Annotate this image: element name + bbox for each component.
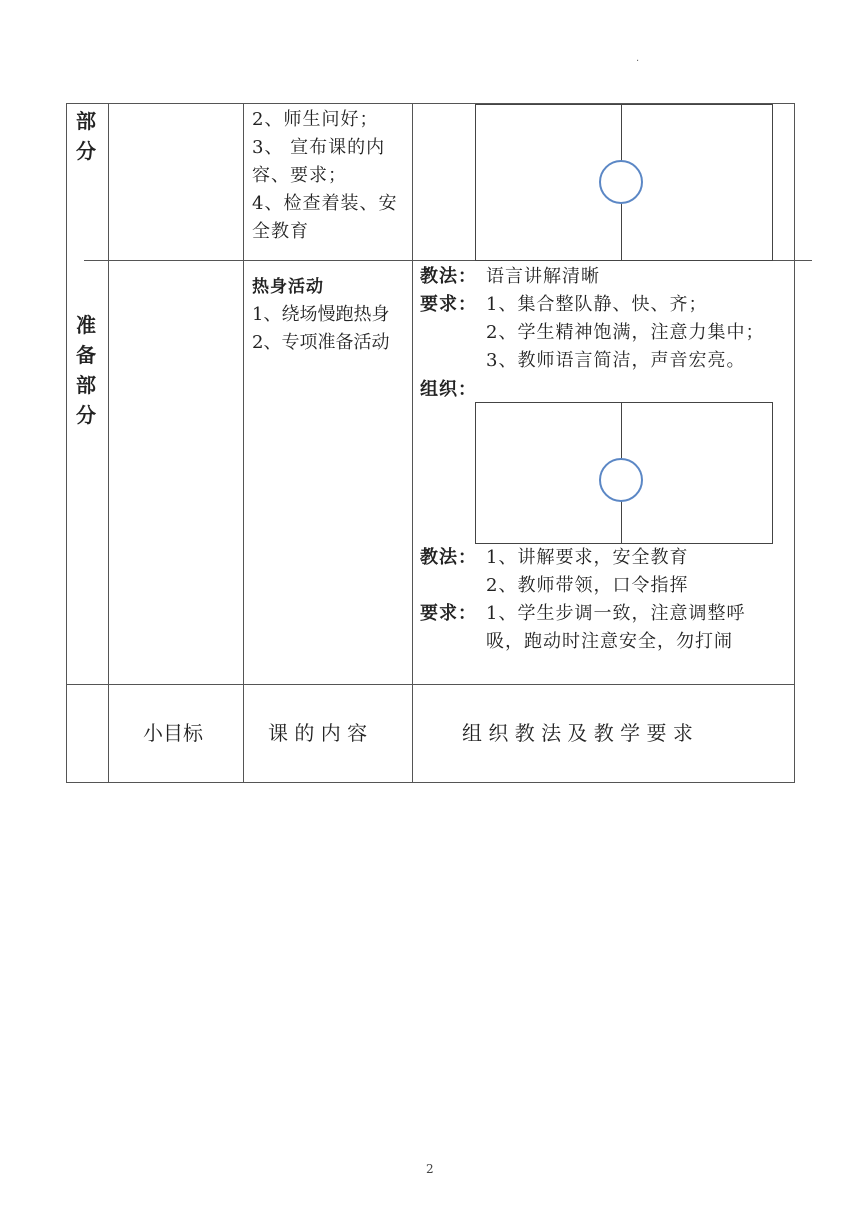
require-line-1: 1、集合整队静、快、齐； [486,294,708,315]
column-divider-1 [108,103,109,783]
opening-item-4-cont: 全教育 [252,221,309,242]
method-label-1: 教法： [420,266,477,287]
method2-line-1: 1、讲解要求，安全教育 [486,547,689,568]
field-center-circle [599,160,643,204]
table-border-left [66,103,67,783]
warmup-item-1: 1、绕场慢跑热身 [252,304,390,325]
method-line-1: 语言讲解清晰 [486,266,600,287]
require-label-2: 要求： [420,603,477,624]
preparation-side-label: 准 备 部 分 [76,313,96,427]
warmup-title: 热身活动 [252,277,324,297]
column-divider-2 [243,103,244,783]
table-border-bottom [66,782,795,783]
method2-line-2: 2、教师带领，口令指挥 [486,575,689,596]
org-label: 组织： [420,379,477,400]
page-number: 2 [426,1162,434,1176]
table-border-right [794,103,795,783]
page-top-mark: · [636,56,640,67]
field-diagram-opening [475,104,773,261]
header-lesson-content: 课 的 内 容 [268,721,368,745]
header-small-goal: 小目标 [143,721,203,745]
opening-item-2: 2、师生问好； [252,109,379,130]
row-divider-header [66,684,795,685]
opening-item-3: 3、 宣布课的内 [252,137,386,158]
warmup-item-2: 2、专项准备活动 [252,332,390,353]
column-divider-3 [412,103,413,783]
opening-side-label: 部 分 [76,109,96,163]
field-diagram-preparation [475,402,773,544]
opening-item-3-cont: 容、要求； [252,165,347,186]
require-line-3: 3、教师语言简洁，声音宏亮。 [486,350,746,371]
method-label-2: 教法： [420,547,477,568]
header-organization: 组 织 教 法 及 教 学 要 求 [462,721,693,745]
opening-item-4: 4、检查着装、安 [252,193,398,214]
field-center-circle [599,458,643,502]
require-label-1: 要求： [420,294,477,315]
require2-line-1: 1、学生步调一致，注意调整呼 [486,603,746,624]
require-line-2: 2、学生精神饱满，注意力集中； [486,322,765,343]
require2-line-2: 吸，跑动时注意安全，勿打闹 [486,631,733,652]
